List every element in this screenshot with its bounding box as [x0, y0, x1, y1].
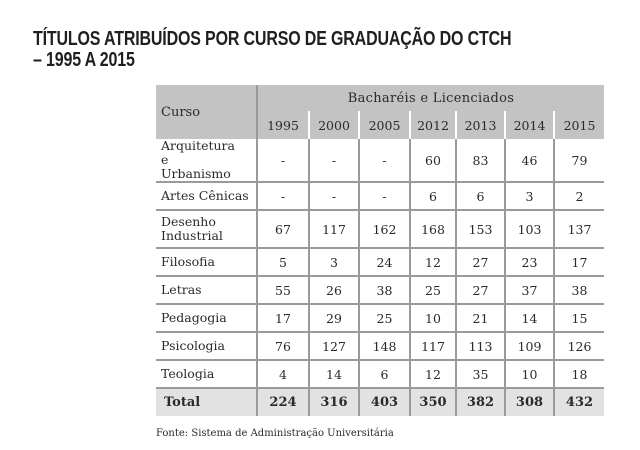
cell-value: 17 [554, 248, 604, 276]
cell-value: 137 [554, 210, 604, 248]
cell-value: 127 [309, 332, 359, 360]
cell-value: 26 [309, 276, 359, 304]
total-value: 403 [359, 388, 410, 416]
row-curso: Psicologia [161, 338, 225, 353]
cell-value: - [359, 139, 410, 182]
table-row [156, 332, 604, 360]
cell-value: - [257, 182, 309, 210]
cell-value: 79 [554, 139, 604, 182]
total-value: 432 [554, 388, 604, 416]
cell-value: 38 [359, 276, 410, 304]
total-value: 308 [505, 388, 554, 416]
cell-value: 148 [359, 332, 410, 360]
cell-value: 24 [359, 248, 410, 276]
header-year: 2014 [505, 111, 554, 139]
table-row [156, 276, 604, 304]
cell-value: 168 [410, 210, 456, 248]
cell-value: 12 [410, 360, 456, 388]
cell-value: 3 [309, 248, 359, 276]
cell-value: 109 [505, 332, 554, 360]
cell-value: 27 [456, 248, 505, 276]
cell-value: 37 [505, 276, 554, 304]
header-year: 2000 [309, 111, 359, 139]
cell-value: 10 [410, 304, 456, 332]
table-body [156, 139, 604, 416]
row-curso: Filosofia [161, 254, 215, 269]
cell-value: 23 [505, 248, 554, 276]
header-year: 2005 [359, 111, 410, 139]
cell-value: 10 [505, 360, 554, 388]
table-row [156, 182, 604, 210]
cell-value: - [309, 139, 359, 182]
row-curso: Artes Cênicas [161, 188, 249, 203]
cell-value: 3 [505, 182, 554, 210]
cell-value: 2 [554, 182, 604, 210]
cell-value: 35 [456, 360, 505, 388]
cell-value: 14 [309, 360, 359, 388]
table-row [156, 360, 604, 388]
header-year: 2012 [410, 111, 456, 139]
cell-value: 76 [257, 332, 309, 360]
cell-value: 38 [554, 276, 604, 304]
graduation-titles-table [156, 85, 604, 416]
title-line-1: TÍTULOS ATRIBUÍDOS POR CURSO DE GRADUAÇÃO DO CTCH [33, 28, 512, 50]
cell-value: 21 [456, 304, 505, 332]
cell-value: 29 [309, 304, 359, 332]
row-curso: Letras [161, 282, 202, 297]
cell-value: 153 [456, 210, 505, 248]
cell-value: 17 [257, 304, 309, 332]
cell-value: 6 [456, 182, 505, 210]
table-header [156, 85, 604, 139]
cell-value: 117 [309, 210, 359, 248]
title-line-2: – 1995 A 2015 [33, 49, 135, 71]
cell-value: 126 [554, 332, 604, 360]
page-title [33, 29, 511, 71]
table-row [156, 304, 604, 332]
table-row [156, 210, 604, 248]
cell-value: 60 [410, 139, 456, 182]
header-year: 1995 [257, 111, 309, 139]
cell-value: 46 [505, 139, 554, 182]
total-label: Total [156, 388, 257, 416]
header-curso: Curso [156, 85, 257, 139]
cell-value: 83 [456, 139, 505, 182]
cell-value: 25 [410, 276, 456, 304]
cell-value: 6 [410, 182, 456, 210]
cell-value: 27 [456, 276, 505, 304]
header-group: Bacharéis e Licenciados [257, 85, 604, 111]
cell-value: 15 [554, 304, 604, 332]
total-row [156, 388, 604, 416]
total-value: 350 [410, 388, 456, 416]
total-value: 382 [456, 388, 505, 416]
cell-value: 4 [257, 360, 309, 388]
row-curso: Arquitetura e Urbanismo [161, 138, 235, 181]
cell-value: 5 [257, 248, 309, 276]
table-row [156, 248, 604, 276]
header-year: 2013 [456, 111, 505, 139]
row-curso: Teologia [161, 366, 215, 381]
cell-value: 67 [257, 210, 309, 248]
cell-value: 103 [505, 210, 554, 248]
cell-value: - [309, 182, 359, 210]
header-year: 2015 [554, 111, 604, 139]
source-note: Fonte: Sistema de Administração Universitária [156, 428, 394, 439]
cell-value: - [359, 182, 410, 210]
total-value: 316 [309, 388, 359, 416]
cell-value: 113 [456, 332, 505, 360]
cell-value: - [257, 139, 309, 182]
cell-value: 25 [359, 304, 410, 332]
row-curso: Pedagogia [161, 310, 227, 325]
cell-value: 12 [410, 248, 456, 276]
cell-value: 162 [359, 210, 410, 248]
total-value: 224 [257, 388, 309, 416]
cell-value: 14 [505, 304, 554, 332]
cell-value: 6 [359, 360, 410, 388]
cell-value: 18 [554, 360, 604, 388]
cell-value: 55 [257, 276, 309, 304]
row-curso: Desenho Industrial [161, 214, 223, 243]
table-row [156, 139, 604, 182]
cell-value: 117 [410, 332, 456, 360]
